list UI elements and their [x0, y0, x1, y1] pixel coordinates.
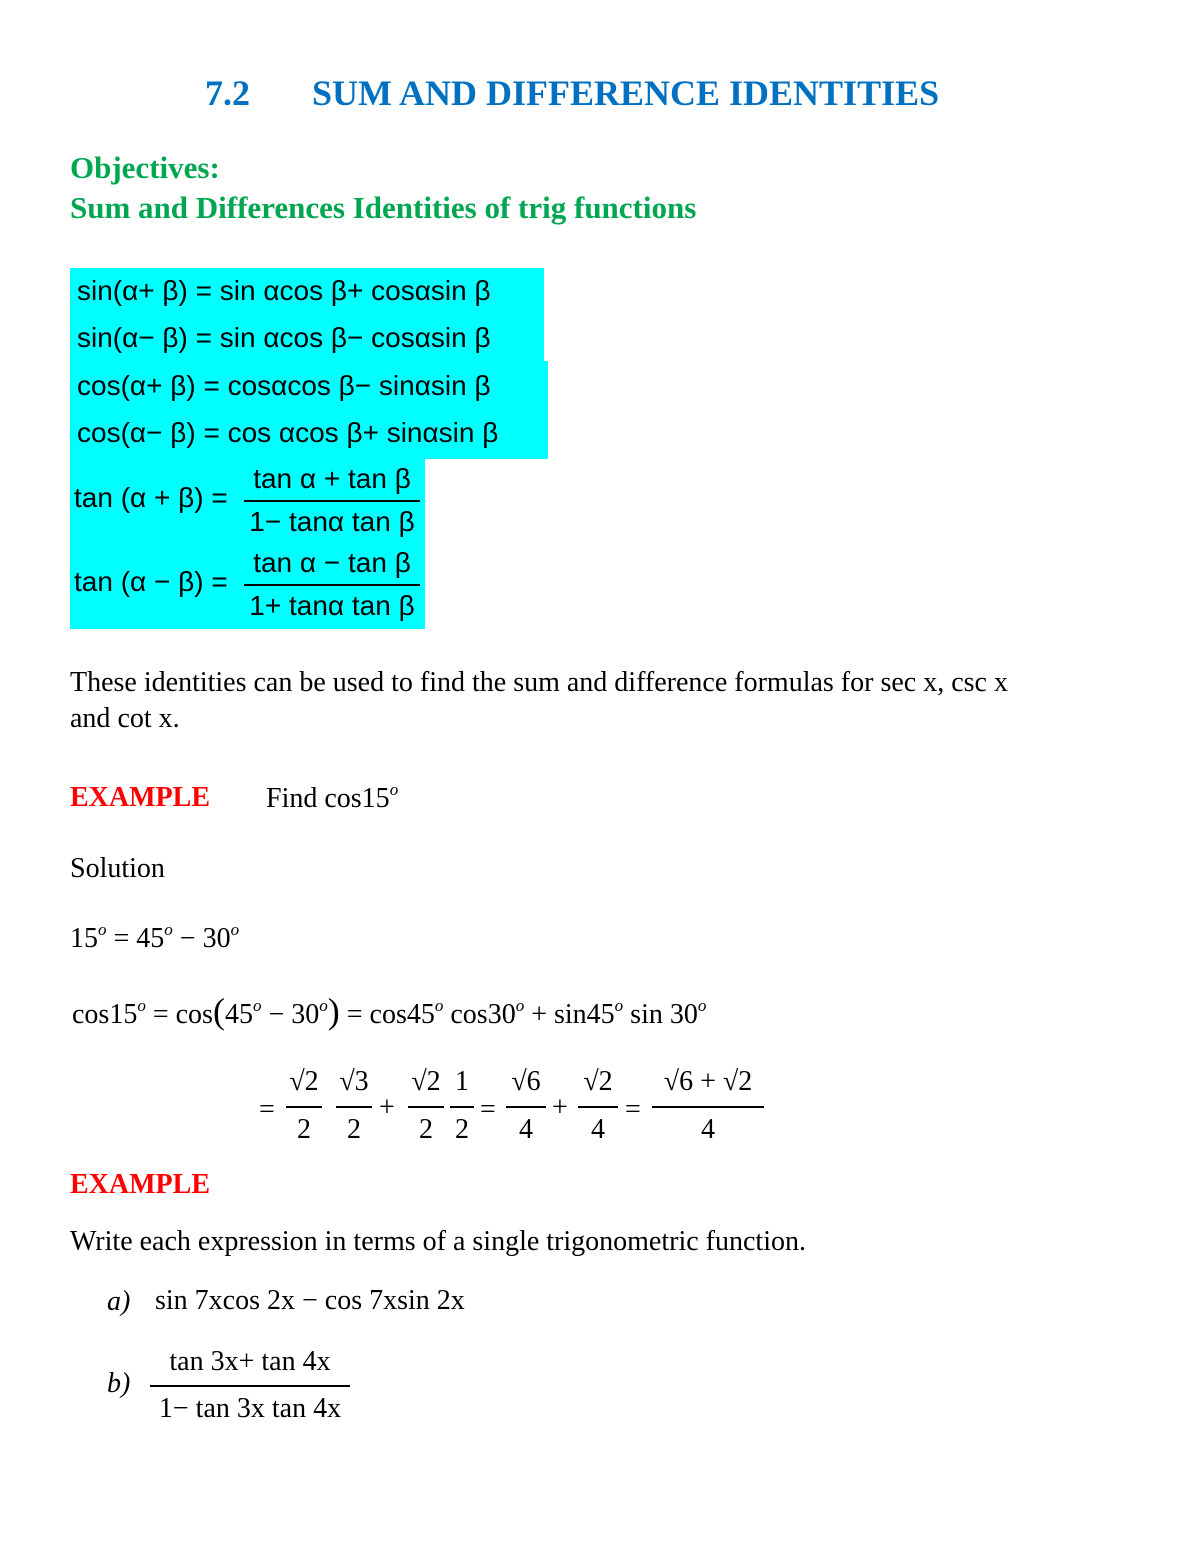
example-1-find: Find	[266, 783, 318, 814]
step2-mid-c: − 30	[268, 999, 320, 1030]
equals-sign: =	[625, 1094, 641, 1125]
identity-tan-sum-denominator: 1− tanα tan β	[249, 506, 415, 537]
part-b-denominator: 1− tan 3x tan 4x	[158, 1393, 342, 1424]
equals-sign: =	[259, 1094, 275, 1125]
fraction-7-denominator: 4	[701, 1114, 715, 1145]
step2-rhs-a: = cos45	[346, 999, 435, 1030]
degree-mark: o	[389, 780, 399, 799]
fraction-bar	[150, 1385, 350, 1387]
identity-cos-diff	[77, 417, 498, 449]
degree-mark: o	[319, 996, 328, 1015]
step2-mid-b: 45	[224, 999, 253, 1030]
degree-mark: o	[515, 996, 525, 1015]
fraction-bar	[652, 1106, 764, 1108]
identity-sin-diff-rhs: = sin αcos β− cosαsin β	[195, 322, 491, 353]
example-1-prompt	[266, 780, 398, 815]
identity-tan-sum-numerator: tan α + tan β	[253, 463, 411, 494]
fraction-bar	[408, 1106, 444, 1108]
identity-tan-sum-lhs: tan (α + β) =	[74, 482, 228, 513]
objectives-text: Sum and Differences Identities of trig functions	[70, 190, 697, 225]
note-comma: ,	[937, 667, 945, 698]
part-b-numerator: tan 3x+ tan 4x	[169, 1346, 331, 1377]
fraction-6-denominator: 4	[591, 1114, 605, 1145]
degree-mark: o	[98, 920, 107, 939]
fraction-3-denominator: 2	[419, 1114, 433, 1145]
identity-sin-sum-rhs: = sin αcos β+ cosαsin β	[195, 275, 491, 306]
note-period: .	[172, 703, 180, 734]
identity-cos-sum-rhs: = cosαcos β− sinαsin β	[203, 370, 491, 401]
step2-rhs-d: sin 30	[630, 999, 698, 1030]
fraction-4-numerator: 1	[455, 1066, 469, 1097]
part-a-label: a)	[107, 1286, 131, 1317]
fraction-bar	[244, 584, 420, 586]
step2-mid-a: = cos	[152, 999, 213, 1030]
degree-mark: o	[137, 996, 146, 1015]
solution-step-1	[70, 920, 239, 955]
equals-sign: =	[480, 1094, 496, 1125]
identity-sin-sum-lhs: sin(α+ β)	[77, 275, 188, 306]
plus-sign: +	[379, 1092, 395, 1123]
identity-sin-diff-lhs: sin(α− β)	[77, 322, 188, 353]
step2-rhs-b: cos30	[450, 999, 516, 1030]
note-line-1	[70, 667, 1008, 699]
identity-cos-diff-lhs: cos(α− β)	[77, 417, 196, 448]
example-1-label: EXAMPLE	[70, 782, 210, 813]
fraction-7-numerator: √6 + √2	[663, 1066, 753, 1097]
solution-step-2	[72, 990, 706, 1032]
example-2-instruction: Write each expression in terms of a single trigonometric function.	[70, 1226, 806, 1257]
fraction-bar	[506, 1106, 546, 1108]
fraction-bar	[578, 1106, 618, 1108]
identity-cos-diff-rhs: = cos αcos β+ sinαsin β	[203, 417, 499, 448]
note-text-2: and	[70, 703, 111, 734]
fraction-2-denominator: 2	[347, 1114, 361, 1145]
page-title: SUM AND DIFFERENCE IDENTITIES	[312, 73, 940, 113]
fraction-bar	[450, 1106, 474, 1108]
step1-part-b: = 45	[113, 923, 165, 954]
section-number: 7.2	[205, 73, 250, 113]
fraction-bar	[286, 1106, 322, 1108]
step1-part-c: − 30	[179, 923, 231, 954]
fraction-5-numerator: √6	[511, 1066, 541, 1097]
identity-cos-sum-lhs: cos(α+ β)	[77, 370, 196, 401]
left-paren: (	[212, 991, 225, 1031]
csc-expression: csc x	[951, 667, 1008, 698]
step2-rhs-c: + sin45	[531, 999, 615, 1030]
identity-tan-diff-lhs: tan (α − β) =	[74, 566, 228, 597]
degree-mark: o	[614, 996, 624, 1015]
fraction-3-numerator: √2	[411, 1066, 441, 1097]
objectives-heading: Objectives:	[70, 150, 220, 185]
plus-sign: +	[552, 1092, 568, 1123]
example-1-expression: cos15	[324, 783, 390, 814]
degree-mark: o	[697, 996, 707, 1015]
fraction-2-numerator: √3	[339, 1066, 369, 1097]
identity-tan-diff-numerator: tan α − tan β	[253, 547, 411, 578]
identity-cos-sum	[77, 370, 491, 402]
identity-sin-diff	[77, 322, 491, 354]
identity-sin-sum	[77, 275, 491, 307]
fraction-bar	[244, 500, 420, 502]
solution-label: Solution	[70, 853, 165, 884]
note-text-1: These identities can be used to find the sum and difference formulas for	[70, 667, 874, 698]
cot-expression: cot x	[117, 703, 173, 734]
note-line-2	[70, 703, 180, 735]
fraction-6-numerator: √2	[583, 1066, 613, 1097]
step1-part-a: 15	[70, 923, 98, 954]
part-a-expression: sin 7xcos 2x − cos 7xsin 2x	[155, 1285, 465, 1316]
fraction-1-denominator: 2	[297, 1114, 311, 1145]
identity-tan-diff-denominator: 1+ tanα tan β	[249, 590, 415, 621]
sec-expression: sec x	[880, 667, 938, 698]
example-2-label: EXAMPLE	[70, 1169, 210, 1200]
fraction-4-denominator: 2	[455, 1114, 469, 1145]
fraction-bar	[336, 1106, 372, 1108]
step2-lhs: cos15	[72, 999, 138, 1030]
fraction-1-numerator: √2	[289, 1066, 319, 1097]
degree-mark: o	[252, 996, 262, 1015]
right-paren: )	[327, 991, 340, 1031]
degree-mark: o	[164, 920, 173, 939]
degree-mark: o	[434, 996, 444, 1015]
part-b-label: b)	[107, 1368, 131, 1399]
fraction-5-denominator: 4	[519, 1114, 533, 1145]
degree-mark: o	[230, 920, 240, 939]
